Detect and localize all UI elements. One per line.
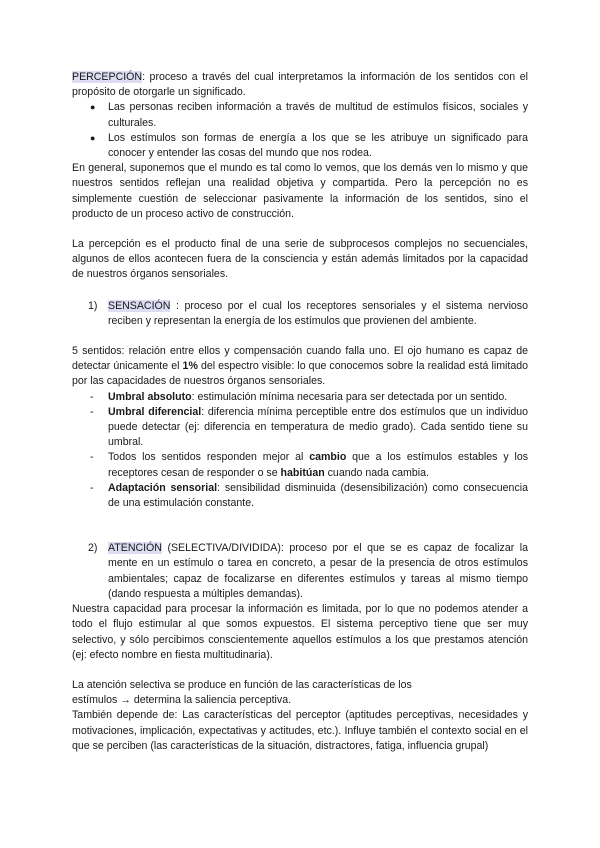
list-item: ● Las personas reciben información a través de multitud de estímulos físicos, sociales y culturales. (72, 100, 528, 130)
perception-bullet-list (72, 100, 528, 161)
list-item: - Umbral absoluto: estimulación mínima necesaria para ser detectada por un sentido. (72, 390, 528, 405)
attention-item: 2) ATENCIÓN (SELECTIVA/DIVIDIDA): proceso por el que se es capaz de focalizar la mente en un estímulo o tarea en concreto, a pesar de la presencia de otros estímulos ambientales; capaz de focalizarse en diferentes estímulos y tareas al mismo tiempo (dando respuesta a múltiples demandas). (88, 542, 528, 600)
list-item: ● Los estímulos son formas de energía a los que se les atribuye un significado para conocer y entender las cosas del mundo que nos rodea. (72, 131, 528, 161)
sensation-item: 1) SENSACIÓN : proceso por el cual los receptores sensoriales y el sistema nervioso reciben y representan la energía de los estímulos que provienen del ambiente. (88, 299, 528, 327)
perception-term: PERCEPCIÓN (72, 71, 143, 83)
attention-term: ATENCIÓN (108, 542, 162, 555)
paragraph-capacity: Nuestra capacidad para procesar la información es limitada, por lo que no podemos atender a todo el flujo estimular al que somos expuestos. El sistema perceptivo tiene que ser muy selectivo, y sólo percibimos conscientemente aquellos estímulos a los que prestamos atención (ej: efecto nombre en fiesta multitudinaria). (72, 603, 528, 661)
perception-definition: PERCEPCIÓN: proceso a través del cual interpretamos la información de los sentidos con el propósito de otorgarle un significado. (72, 71, 528, 99)
list-item: - Adaptación sensorial: sensibilidad disminuida (desensibilización) como consecuencia de una estimulación constante. (72, 481, 528, 511)
paragraph-depends: También depende de: Las características del perceptor (aptitudes perceptivas, necesidades y motivaciones, implicación, expectativas y actitudes, etc.). Influye también el contexto social en el que se perciben (las características de la situación, distractores, fatiga, influencia grupal) (72, 709, 528, 752)
selective-line-1: La atención selectiva se produce en función de las características de los (72, 678, 412, 691)
paragraph-general: En general, suponemos que el mundo es tal como lo vemos, que los demás ven lo mismo y que nuestros sentidos reflejan una realidad objetiva y compartida. Pero la percepción no es simplemente cuestión de seleccionar pasivamente la información de los sentidos, sino el producto de un proceso activo de construcción. (72, 162, 528, 220)
list-item: - Umbral diferencial: diferencia mínima perceptible entre dos estímulos que un individuo puede detectar (ej: diferencia en temperatura de medio grado). Cada sentido tiene su umbral. (72, 405, 528, 451)
paragraph-senses: 5 sentidos: relación entre ellos y compensación cuando falla uno. El ojo humano es capaz de detectar únicamente el 1% del espectro visible: lo que conocemos sobre la realidad está limitado por las capacidades de nuestros órganos sensoriales. (72, 345, 528, 388)
list-item: - Todos los sentidos responden mejor al cambio que a los estímulos estables y los receptores cesan de responder o se habitúan cuando nada cambia. (72, 450, 528, 480)
document-body (72, 70, 528, 754)
paragraph-perception-final: La percepción es el producto final de una serie de subprocesos complejos no secuenciales, algunos de ellos acontecen fuera de la consciencia y están además limitados por la capacidad de nuestros órganos sensoriales. (72, 238, 528, 281)
sensation-term: SENSACIÓN (108, 299, 171, 312)
sensation-dash-list (72, 390, 528, 512)
selective-line-2: estímulos → determina la saliencia perceptiva. (72, 694, 292, 707)
